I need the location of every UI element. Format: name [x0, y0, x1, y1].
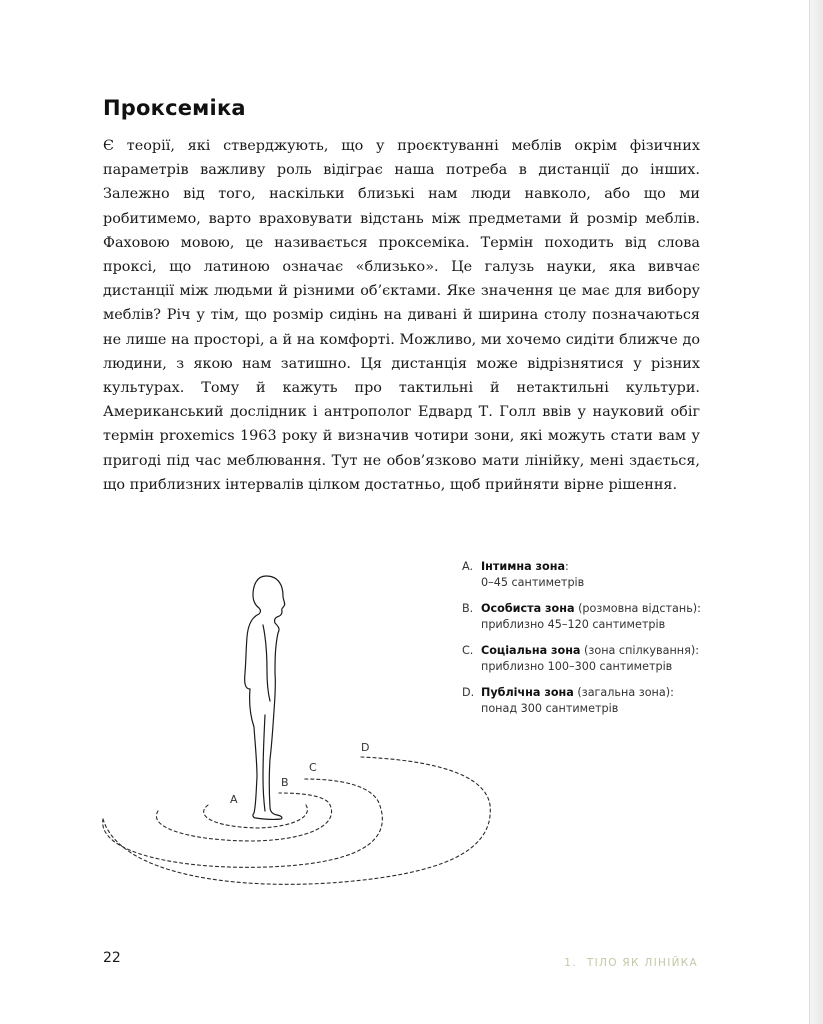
legend-zone-name: Публічна зона: [481, 686, 574, 699]
chapter-number: 1.: [564, 957, 577, 969]
zone-label-d: D: [361, 741, 370, 754]
legend-letter: B.: [462, 602, 474, 615]
legend-zone-distance: 0–45 сантиметрів: [481, 575, 585, 589]
zone-label-b: B: [281, 776, 289, 789]
legend-zone-name: Соціальна зона: [481, 644, 581, 657]
legend-zone-name: Особиста зона: [481, 602, 575, 615]
legend-zone-note: (загальна зона):: [573, 686, 674, 699]
legend-zone-distance: приблизно 45–120 сантиметрів: [481, 617, 666, 631]
legend-zone-note: (розмовна відстань):: [574, 602, 701, 615]
running-footer: [564, 957, 698, 969]
zone-arc-b: [156, 793, 331, 841]
legend-zone-name: Інтимна зона: [481, 560, 565, 573]
zone-label-c: C: [309, 761, 317, 774]
legend-zone-distance: приблизно 100–300 сантиметрів: [481, 659, 673, 673]
legend-letter: D.: [462, 686, 475, 699]
zone-label-a: A: [230, 793, 238, 806]
body-paragraph: Є теорії, які стверджують, що у проєктуванні меблів окрім фізичних параметрів важливу роль відіграє наша потреба в дистанції до інших. Залежно від того, наскільки близькі нам люди навколо, або що ми робитимемо, варто враховувати відстань між предметами й розмір меблів. Фаховою мовою, це називається проксеміка. Термін походить від слова проксі, що латиною означає «близько». Це галузь науки, яка вивчає дистанції між людьми й різними об’єктами. Яке значення це має для вибору меблів? Річ у тім, що розмір сидінь на дивані й ширина столу позначаються не лише на просторі, а й на комфорті. Можливо, ми хочемо сидіти ближче до людини, з якою нам затишно. Ця дистанція може відрізнятися у різних культурах. Тому й кажуть про тактильні й нетактильні культури. Американський дослідник і антрополог Едвард Т. Голл ввів у науковий обіг термін proxemics 1963 року й визначив чотири зони, які можуть стати вам у пригоді під час меблювання. Тут не обов’язково мати лінійку, мені здається, що приблизних інтервалів цілком достатньо, щоб прийняти вірне рішення.: [103, 138, 700, 493]
legend-zone-note: :: [565, 560, 569, 573]
chapter-title: ТІЛО ЯК ЛІНІЙКА: [586, 957, 698, 969]
standing-person-silhouette: [245, 576, 285, 819]
legend-letter: C.: [462, 644, 474, 657]
proxemics-zones-figure: [95, 565, 505, 900]
page-number: 22: [103, 950, 121, 966]
page-title: Проксеміка: [103, 96, 246, 120]
legend-zone-distance: понад 300 сантиметрів: [481, 701, 619, 715]
legend-letter: A.: [462, 560, 474, 573]
page-edge: [809, 0, 823, 1024]
zone-arc-c: [103, 779, 383, 867]
legend-zone-note: (зона спілкування):: [580, 644, 699, 657]
